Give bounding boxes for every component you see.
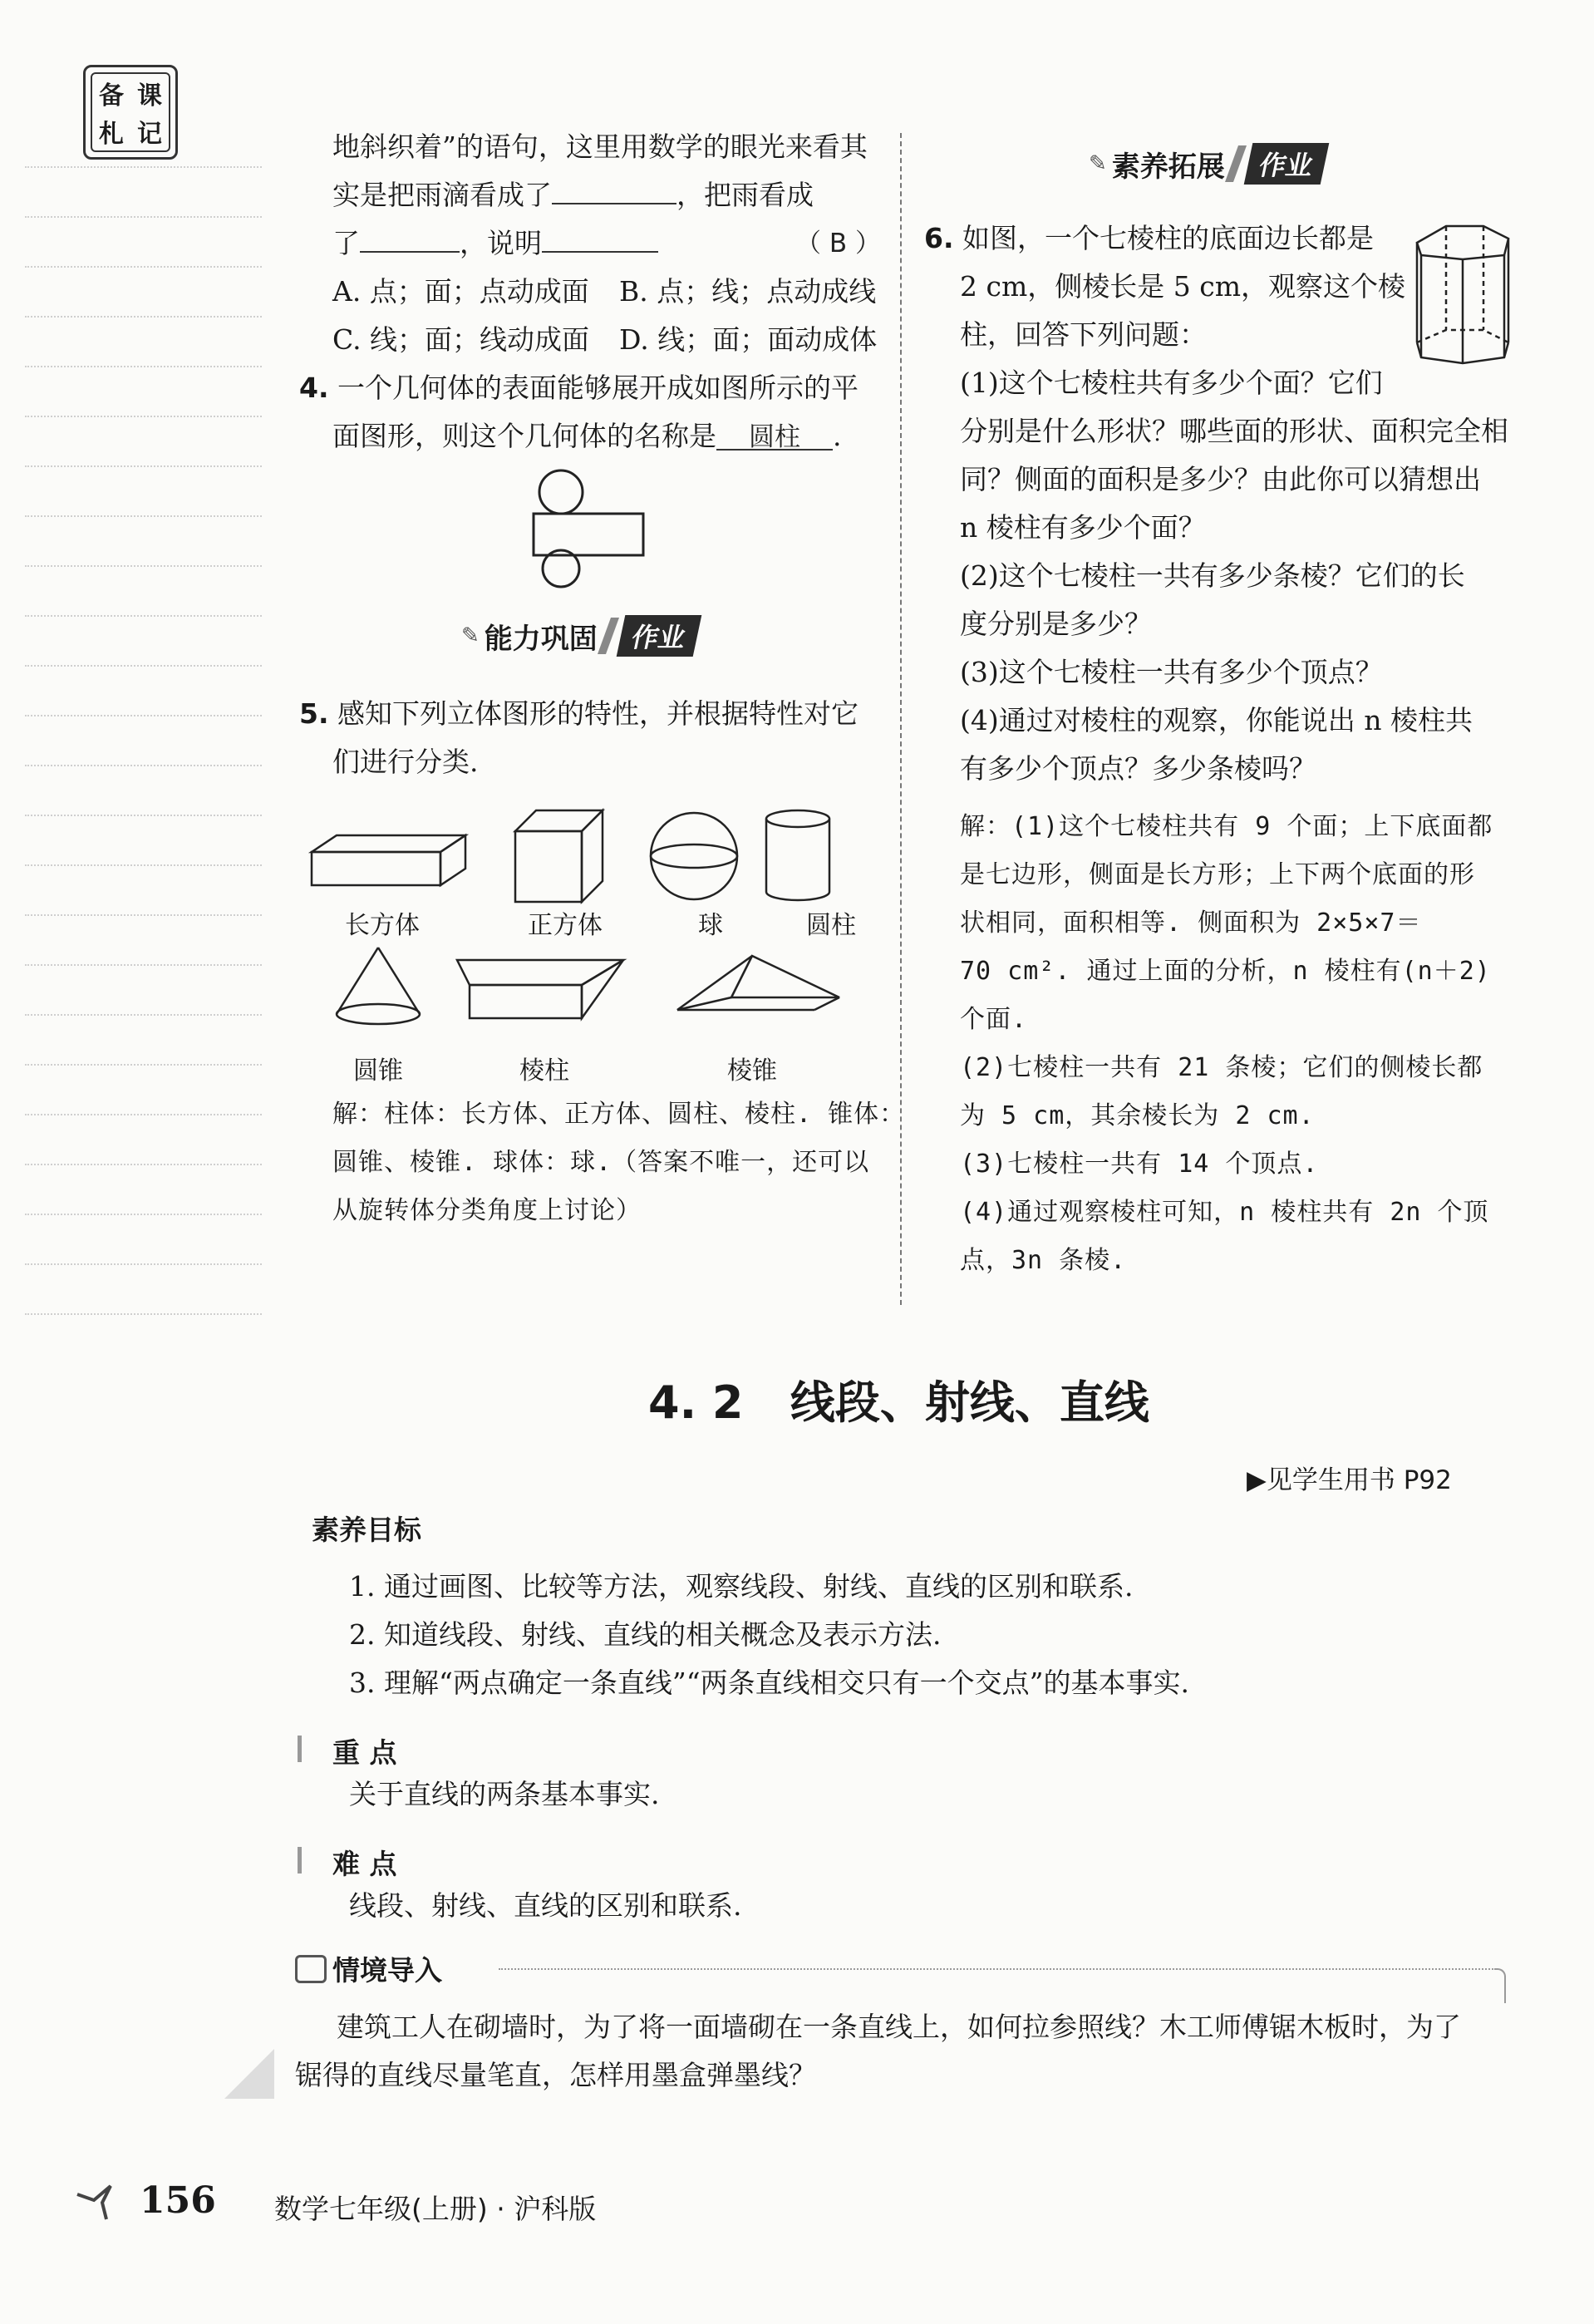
q6-part1-b: 分别是什么形状？哪些面的形状、面积完全相 — [960, 415, 1508, 447]
context-heading: 情境导入 — [332, 1954, 442, 1987]
q6-solution-4: 70 cm². 通过上面的分析，n 棱柱有(n＋2) — [960, 957, 1491, 986]
q5-line2: 们进行分类. — [332, 746, 479, 778]
q3-answer: （ B ） — [795, 229, 881, 258]
context-divider — [499, 1968, 1496, 1970]
pen-icon: ✎ — [1089, 151, 1107, 176]
q3-line2: 实是把雨滴看成了 ，把雨看成 — [332, 171, 814, 219]
q4-answer: 圆柱 — [749, 422, 800, 452]
context-corner — [1496, 1968, 1506, 2003]
corner-decoration — [224, 2049, 274, 2099]
q5-solution-line2: 圆锥、棱锥. 球体：球.（答案不唯一，还可以 — [332, 1148, 870, 1177]
q6-line1: 6. 如图，一个七棱柱的底面边长都是 — [924, 222, 1374, 254]
banner-literacy: ✎ 素养拓展 作业 — [1089, 143, 1325, 185]
badge-char: 札 — [99, 120, 124, 149]
banner-ability: ✎ 能力巩固 作业 — [461, 615, 697, 657]
badge-char: 课 — [137, 81, 162, 111]
footer-bird-icon — [73, 2182, 123, 2223]
goals-heading: 素养目标 — [312, 1514, 421, 1546]
margin-note-lines — [25, 166, 262, 1363]
difficulty-heading: 难 点 — [332, 1848, 397, 1880]
key-points-text: 关于直线的两条基本事实. — [349, 1778, 660, 1810]
badge-char: 记 — [137, 120, 162, 149]
q6-solution-8: (3)七棱柱一共有 14 个顶点. — [960, 1150, 1319, 1179]
q6-part2-b: 度分别是多少？ — [960, 608, 1152, 640]
q6-part1-c: 同？侧面的面积是多少？由此你可以猜想出 — [960, 463, 1481, 495]
q6-part1-a: (1)这个七棱柱共有多少个面？它们 — [960, 367, 1383, 399]
q6-solution-6: (2)七棱柱一共有 21 条棱；它们的侧棱长都 — [960, 1053, 1483, 1082]
shape-label-prism: 棱柱 — [519, 1056, 569, 1086]
cylinder-net-figure — [524, 465, 657, 590]
q6-solution-3: 状相同，面积相等. 侧面积为 2×5×7＝ — [960, 908, 1422, 938]
q6-line3: 柱，回答下列问题： — [960, 318, 1207, 351]
q6-solution-1: 解：(1)这个七棱柱共有 9 个面；上下底面都 — [960, 812, 1493, 841]
notes-badge — [83, 65, 178, 160]
q3-option-a: A. 点；面；点动成面 — [332, 275, 589, 308]
difficulty-text: 线段、射线、直线的区别和联系. — [349, 1889, 742, 1922]
book-title: 数学七年级(上册) · 沪科版 — [274, 2193, 597, 2225]
shape-label-sphere: 球 — [698, 911, 723, 940]
shape-label-cone: 圆锥 — [353, 1056, 403, 1086]
q6-solution-10: 点，3n 条棱. — [960, 1246, 1127, 1275]
q6-solution-5: 个面. — [960, 1005, 1028, 1034]
shape-label-pyramid: 棱锥 — [727, 1056, 777, 1086]
difficulty-bar — [298, 1847, 302, 1873]
q6-solution-7: 为 5 cm，其余棱长为 2 cm. — [960, 1101, 1315, 1130]
key-points-heading: 重 点 — [332, 1736, 397, 1769]
shape-label-cylinder: 圆柱 — [806, 911, 856, 940]
q6-part4-b: 有多少个顶点？多少条棱吗？ — [960, 752, 1316, 785]
shape-label-cube: 正方体 — [528, 911, 603, 940]
q6-solution-2: 是七边形，侧面是长方形；上下两个底面的形 — [960, 860, 1475, 889]
heptagonal-prism-figure — [1400, 218, 1521, 376]
q3-option-d: D. 线；面；面动成体 — [619, 323, 878, 356]
goal-item: 3. 理解“两点确定一条直线”“两条直线相交只有一个交点”的基本事实. — [349, 1667, 1189, 1699]
pen-icon: ✎ — [461, 623, 480, 648]
q6-part3: (3)这个七棱柱一共有多少个顶点？ — [960, 656, 1383, 688]
q6-part4-a: (4)通过对棱柱的观察，你能说出 n 棱柱共 — [960, 704, 1473, 736]
q3-option-b: B. 点；线；点动成线 — [619, 275, 877, 308]
context-icon — [295, 1955, 327, 1983]
goal-item: 1. 通过画图、比较等方法，观察线段、射线、直线的区别和联系. — [349, 1570, 1134, 1603]
student-book-ref: ▶见学生用书 P92 — [1247, 1465, 1452, 1495]
shape-label-cuboid: 长方体 — [345, 911, 420, 940]
q4-line1: 4. 一个几何体的表面能够展开成如图所示的平 — [299, 372, 858, 404]
section-title: 4. 2 线段、射线、直线 — [648, 1376, 1149, 1429]
context-line1: 建筑工人在砌墙时，为了将一面墙砌在一条直线上，如何拉参照线？木工师傅锯木板时，为了 — [337, 2011, 1461, 2043]
badge-char: 备 — [99, 81, 124, 111]
q5-solution-line3: 从旋转体分类角度上讨论） — [332, 1196, 642, 1225]
q3-option-c: C. 线；面；线动成面 — [332, 323, 590, 356]
q6-part2-a: (2)这个七棱柱一共有多少条棱？它们的长 — [960, 559, 1465, 592]
q6-part1-d: n 棱柱有多少个面？ — [960, 511, 1206, 544]
q5-line1: 5. 感知下列立体图形的特性，并根据特性对它 — [299, 697, 858, 730]
q4-line2: 面图形，则这个几何体的名称是 圆柱 . — [332, 412, 842, 460]
key-bar — [298, 1736, 302, 1762]
context-line2: 锯得的直线尽量笔直，怎样用墨盒弹墨线？ — [295, 2059, 816, 2091]
q5-solution-line1: 解：柱体：长方体、正方体、圆柱、棱柱. 锥体： — [332, 1100, 906, 1129]
q3-line3: 了 ，说明 （ B ） — [332, 219, 881, 268]
page-number: 156 — [140, 2179, 216, 2222]
q6-line2: 2 cm，侧棱长是 5 cm，观察这个棱 — [960, 270, 1406, 303]
q6-solution-9: (4)通过观察棱柱可知，n 棱柱共有 2n 个顶 — [960, 1198, 1489, 1227]
q3-line1: 地斜织着”的语句，这里用数学的眼光来看其 — [332, 130, 868, 163]
goal-item: 2. 知道线段、射线、直线的相关概念及表示方法. — [349, 1618, 942, 1651]
